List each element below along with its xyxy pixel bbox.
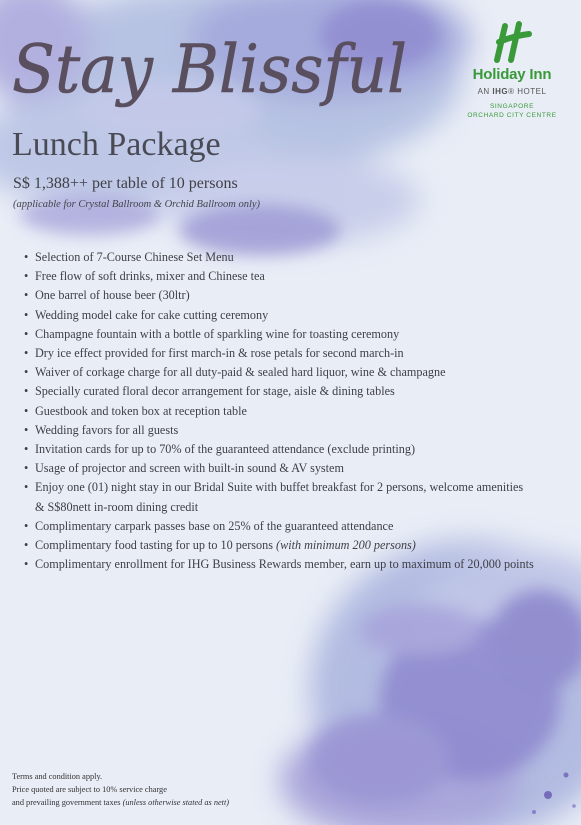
applicable-note: (applicable for Crystal Ballroom & Orchid Ballroom only) <box>13 199 261 210</box>
terms-line-1: Terms and condition apply. <box>12 772 103 781</box>
logo-location-line2: ORCHARD CITY CENTRE <box>467 112 557 119</box>
logo-location <box>452 102 572 120</box>
list-item <box>24 440 534 459</box>
list-item <box>24 536 534 555</box>
list-item <box>24 382 534 401</box>
list-item <box>24 517 534 536</box>
terms-line-3-text: and prevailing government taxes <box>12 798 123 808</box>
script-title-text: Stay Blissful <box>12 31 407 108</box>
list-item <box>24 325 534 344</box>
logo-location-line1: SINGAPORE <box>489 103 535 110</box>
list-item <box>24 267 534 286</box>
list-item-text: Wedding model cake for cake cutting ceremony <box>35 307 269 322</box>
list-item-text: Wedding favors for all guests <box>35 422 179 437</box>
list-item-text: Champagne fountain with a bottle of sparkling wine for toasting ceremony <box>35 326 400 341</box>
list-item <box>24 306 534 325</box>
list-item-text: One barrel of house beer (30ltr) <box>35 288 190 303</box>
terms-line-2: Price quoted are subject to 10% service charge <box>12 785 167 795</box>
logo-ihg-line <box>452 87 572 96</box>
list-item <box>24 402 534 421</box>
package-title: Lunch Package <box>12 126 221 163</box>
logo-ihg-suffix: ® HOTEL <box>508 87 547 96</box>
list-item <box>24 478 534 516</box>
list-item-text: Specially curated floral decor arrangement for stage, aisle & dining tables <box>35 384 395 399</box>
list-item-text: Free flow of soft drinks, mixer and Chinese tea <box>35 269 265 284</box>
list-item <box>24 459 534 478</box>
package-price: S$ 1,388++ per table of 10 persons <box>13 175 238 192</box>
list-item-text: Guestbook and token box at reception table <box>35 403 247 418</box>
list-item-text: Dry ice effect provided for first march-in & rose petals for second march-in <box>35 346 404 361</box>
list-item <box>24 555 534 574</box>
logo-ihg-prefix: AN <box>477 87 493 96</box>
list-item-text: Complimentary enrollment for IHG Business Rewards member, earn up to maximum of 20,000 points <box>35 557 534 572</box>
list-item-text: Enjoy one (01) night stay in our Bridal Suite with buffet breakfast for 2 persons, welcome amenities & S$80nett in-room dining credit <box>35 480 524 514</box>
terms-footer <box>12 770 229 810</box>
logo-brand: Holiday Inn <box>472 66 552 83</box>
list-item-text: Complimentary food tasting for up to 10 persons <box>35 538 277 553</box>
list-item-text: Usage of projector and screen with built-in sound & AV system <box>35 461 344 476</box>
logo-ihg: IHG <box>492 87 509 96</box>
holiday-inn-h-logo-icon <box>489 20 535 64</box>
list-item-text: Complimentary carpark passes base on 25% of the guaranteed attendance <box>35 518 394 533</box>
holiday-inn-logo <box>452 20 572 120</box>
list-item-text: Waiver of corkage charge for all duty-paid & sealed hard liquor, wine & champagne <box>35 365 446 380</box>
script-title <box>10 22 420 112</box>
list-item <box>24 286 534 305</box>
list-item-text: Invitation cards for up to 70% of the guaranteed attendance (exclude printing) <box>35 442 416 457</box>
list-item <box>24 344 534 363</box>
list-item-italic-note: (with minimum 200 persons) <box>276 538 416 553</box>
list-item-text: Selection of 7-Course Chinese Set Menu <box>35 250 234 264</box>
list-item <box>24 363 534 382</box>
list-item <box>24 248 534 267</box>
terms-line-3 <box>12 796 229 809</box>
terms-line-3-italic: (unless otherwise stated as nett) <box>122 798 230 808</box>
list-item <box>24 421 534 440</box>
features-list <box>24 248 534 574</box>
